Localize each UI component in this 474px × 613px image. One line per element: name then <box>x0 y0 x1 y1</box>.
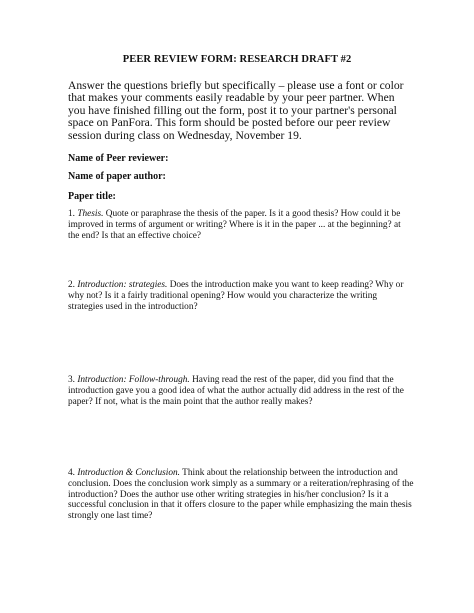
instructions-paragraph: Answer the questions briefly but specifically – please use a font or color that makes your comments easily readable by your peer partner. When you have finished filling out the form, post it to your partner's personal space on PanFora. This form should be posted before our peer review session during class on Wednesday, November 19. <box>68 79 404 142</box>
question-number: 3. <box>68 375 75 385</box>
question-text: Does the introduction make you want to keep reading? Why or why not? Is it a fairly traditional opening? How would you characterize the writing strategies used in the introduction? <box>68 280 404 312</box>
question-4 <box>68 468 414 522</box>
paper-title-field-label: Paper title: <box>68 191 116 202</box>
question-text: Quote or paraphrase the thesis of the paper. Is it a good thesis? How could it be improved in terms of argument or writing? Where is it in the paper ... at the beginning? at the end? Is that an effective choice? <box>68 209 401 241</box>
paper-author-field-label: Name of paper author: <box>68 171 166 182</box>
question-heading: Introduction: strategies. <box>77 280 168 290</box>
question-3 <box>68 375 414 407</box>
question-number: 2. <box>68 280 75 290</box>
question-1 <box>68 209 414 241</box>
question-number: 4. <box>68 468 75 478</box>
question-heading: Introduction & Conclusion. <box>77 468 181 478</box>
question-text: Think about the relationship between the introduction and conclusion. Does the conclusion work simply as a summary or a reiteration/rephrasing of the introduction? Does the author use other writing strategies in his/her conclusion? Is it a successful conclusion in that it offers closure to the paper while emphasizing the main thesis strongly one last time? <box>68 468 414 522</box>
question-heading: Thesis. <box>77 209 104 219</box>
question-2 <box>68 280 414 312</box>
question-number: 1. <box>68 209 75 219</box>
form-title: PEER REVIEW FORM: RESEARCH DRAFT #2 <box>122 54 352 65</box>
question-heading: Introduction: Follow-through. <box>77 375 190 385</box>
question-text: Having read the rest of the paper, did you find that the introduction gave you a good idea of what the author actually did address in the rest of the paper? If not, what is the main point that the author really makes? <box>68 375 404 407</box>
peer-reviewer-field-label: Name of Peer reviewer: <box>68 153 169 164</box>
